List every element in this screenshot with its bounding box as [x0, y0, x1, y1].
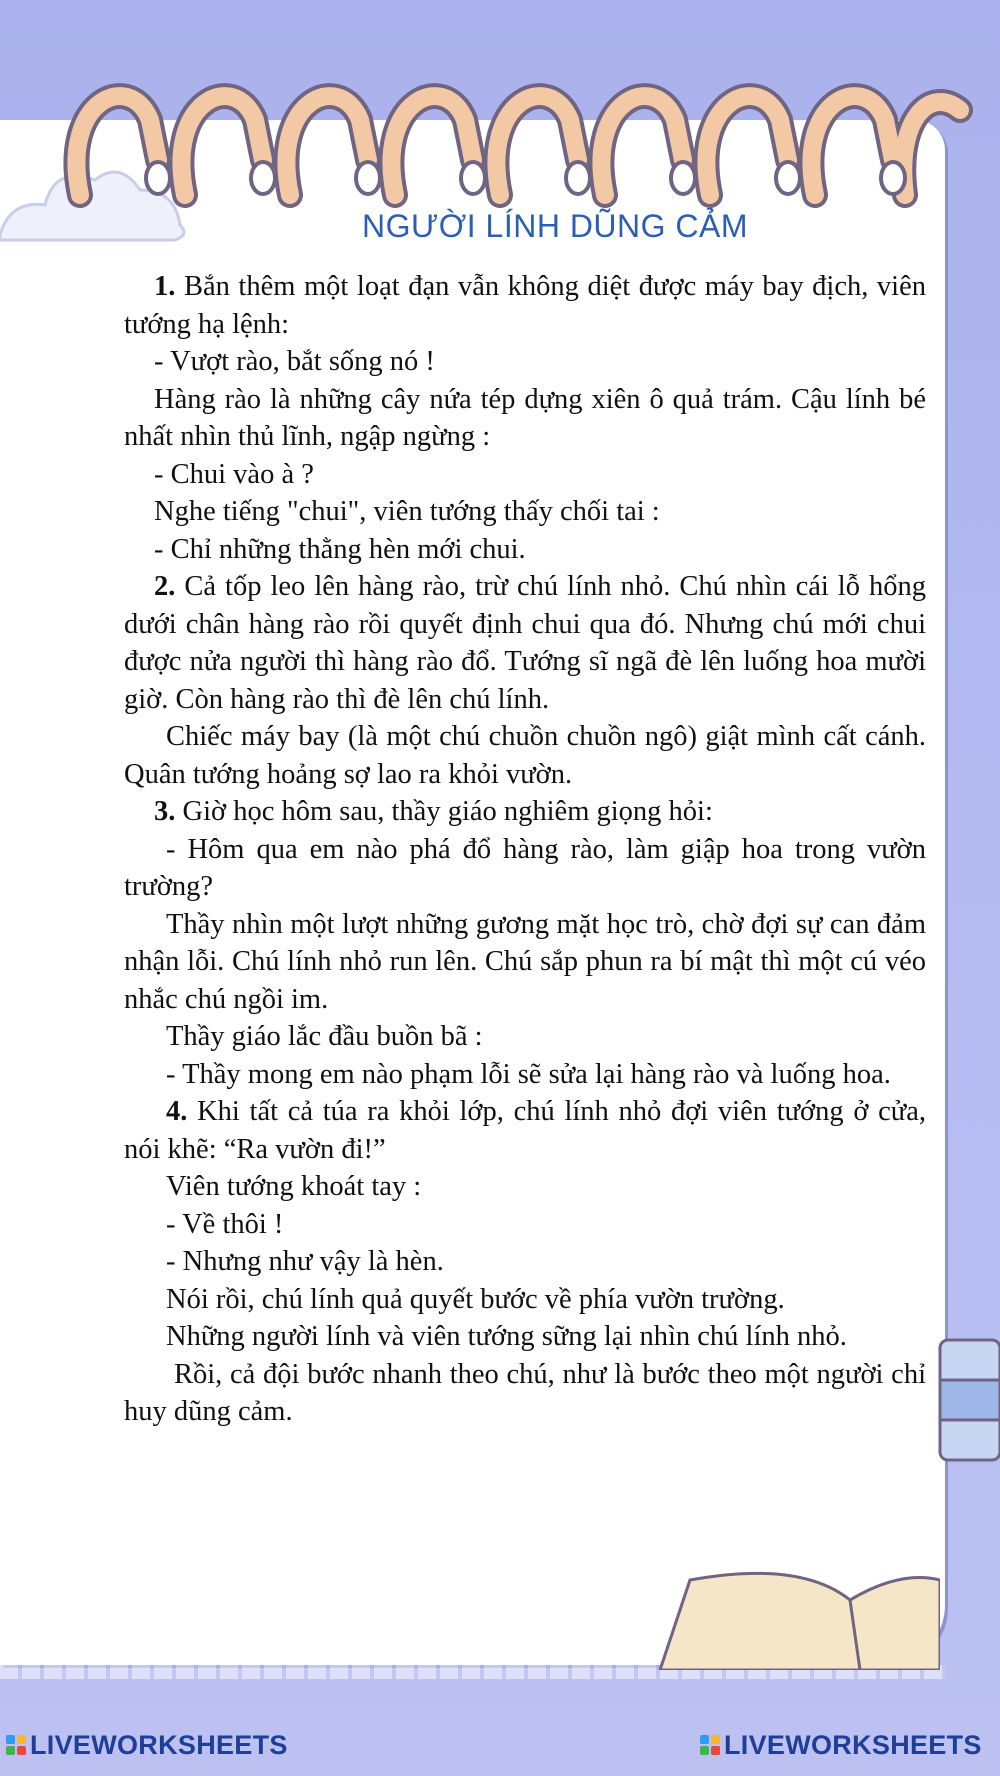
paragraph: Những người lính và viên tướng sững lại nhìn chú lính nhỏ. [166, 1321, 847, 1352]
paragraph: - Hôm qua em nào phá đổ hàng rào, làm giập hoa trong vườn trường? [124, 833, 926, 902]
liveworksheets-icon [6, 1735, 26, 1755]
paragraph: - Thầy mong em nào phạm lỗi sẽ sửa lại hàng rào và luống hoa. [166, 1058, 891, 1090]
paragraph: 4. Khi tất cả túa ra khỏi lớp, chú lính nhỏ đợi viên tướng ở cửa, nói khẽ: “Ra vườn đi!” [124, 1096, 926, 1165]
paragraph: - Chỉ những thằng hèn mới chui. [154, 533, 526, 565]
paragraph: Thầy nhìn một lượt những gương mặt học trò, chờ đợi sự can đảm nhận lỗi. Chú lính nhỏ run lên. Chú sắp phun ra bí mật thì một cú véo nhắc chú ngồi im. [124, 908, 926, 1015]
paragraph: Viên tướng khoát tay : [166, 1171, 422, 1202]
page-title: NGƯỜI LÍNH DŨNG CẢM [361, 208, 749, 244]
pencil-decoration-icon [925, 1320, 1000, 1490]
paragraph: - Vượt rào, bắt sống nó ! [154, 346, 435, 377]
section-number: 1. [154, 271, 176, 302]
paragraph: 2. Cả tốp leo lên hàng rào, trừ chú lính nhỏ. Chú nhìn cái lỗ hổng dưới chân hàng rào rồi quyết định chui qua đó. Nhưng chú mới chui được nửa người thì hàng rào đổ. Tướng sĩ ngã đè lên luống hoa mười giờ. Còn hàng rào thì đè lên chú lính. [124, 571, 926, 715]
paragraph: 1. Bắn thêm một loạt đạn vẫn không diệt được máy bay địch, viên tướng hạ lệnh: [124, 271, 926, 340]
liveworksheets-logo-right[interactable]: LIVEWORKSHEETS [700, 1725, 982, 1765]
liveworksheets-logo-left[interactable]: LIVEWORKSHEETS [6, 1725, 288, 1765]
paragraph: - Chui vào à ? [154, 458, 314, 490]
book-decoration-icon [650, 1560, 940, 1670]
section-number: 4. [166, 1096, 188, 1127]
paragraph: Chiếc máy bay (là một chú chuồn chuồn ngô) giật mình cất cánh. Quân tướng hoảng sợ lao ra khỏi vườn. [124, 721, 926, 790]
paragraph: - Nhưng như vậy là hèn. [166, 1246, 444, 1277]
story-text [124, 268, 926, 1431]
paragraph: Nghe tiếng "chui", viên tướng thấy chối tai : [154, 496, 660, 527]
spiral-binding-icon [0, 60, 1000, 210]
section-number: 2. [154, 571, 176, 602]
paragraph: Nói rồi, chú lính quả quyết bước về phía vườn trường. [166, 1283, 785, 1315]
paragraph: Rồi, cả đội bước nhanh theo chú, như là bước theo một người chỉ huy dũng cảm. [124, 1358, 926, 1427]
liveworksheets-icon [700, 1735, 720, 1755]
paragraph: Thầy giáo lắc đầu buồn bã : [166, 1021, 483, 1052]
paragraph: 3. Giờ học hôm sau, thầy giáo nghiêm giọng hỏi: [154, 796, 713, 827]
paragraph: - Về thôi ! [166, 1208, 284, 1240]
section-number: 3. [154, 796, 176, 827]
paragraph: Hàng rào là những cây nứa tép dựng xiên ô quả trám. Cậu lính bé nhất nhìn thủ lĩnh, ngập ngừng : [124, 383, 926, 452]
